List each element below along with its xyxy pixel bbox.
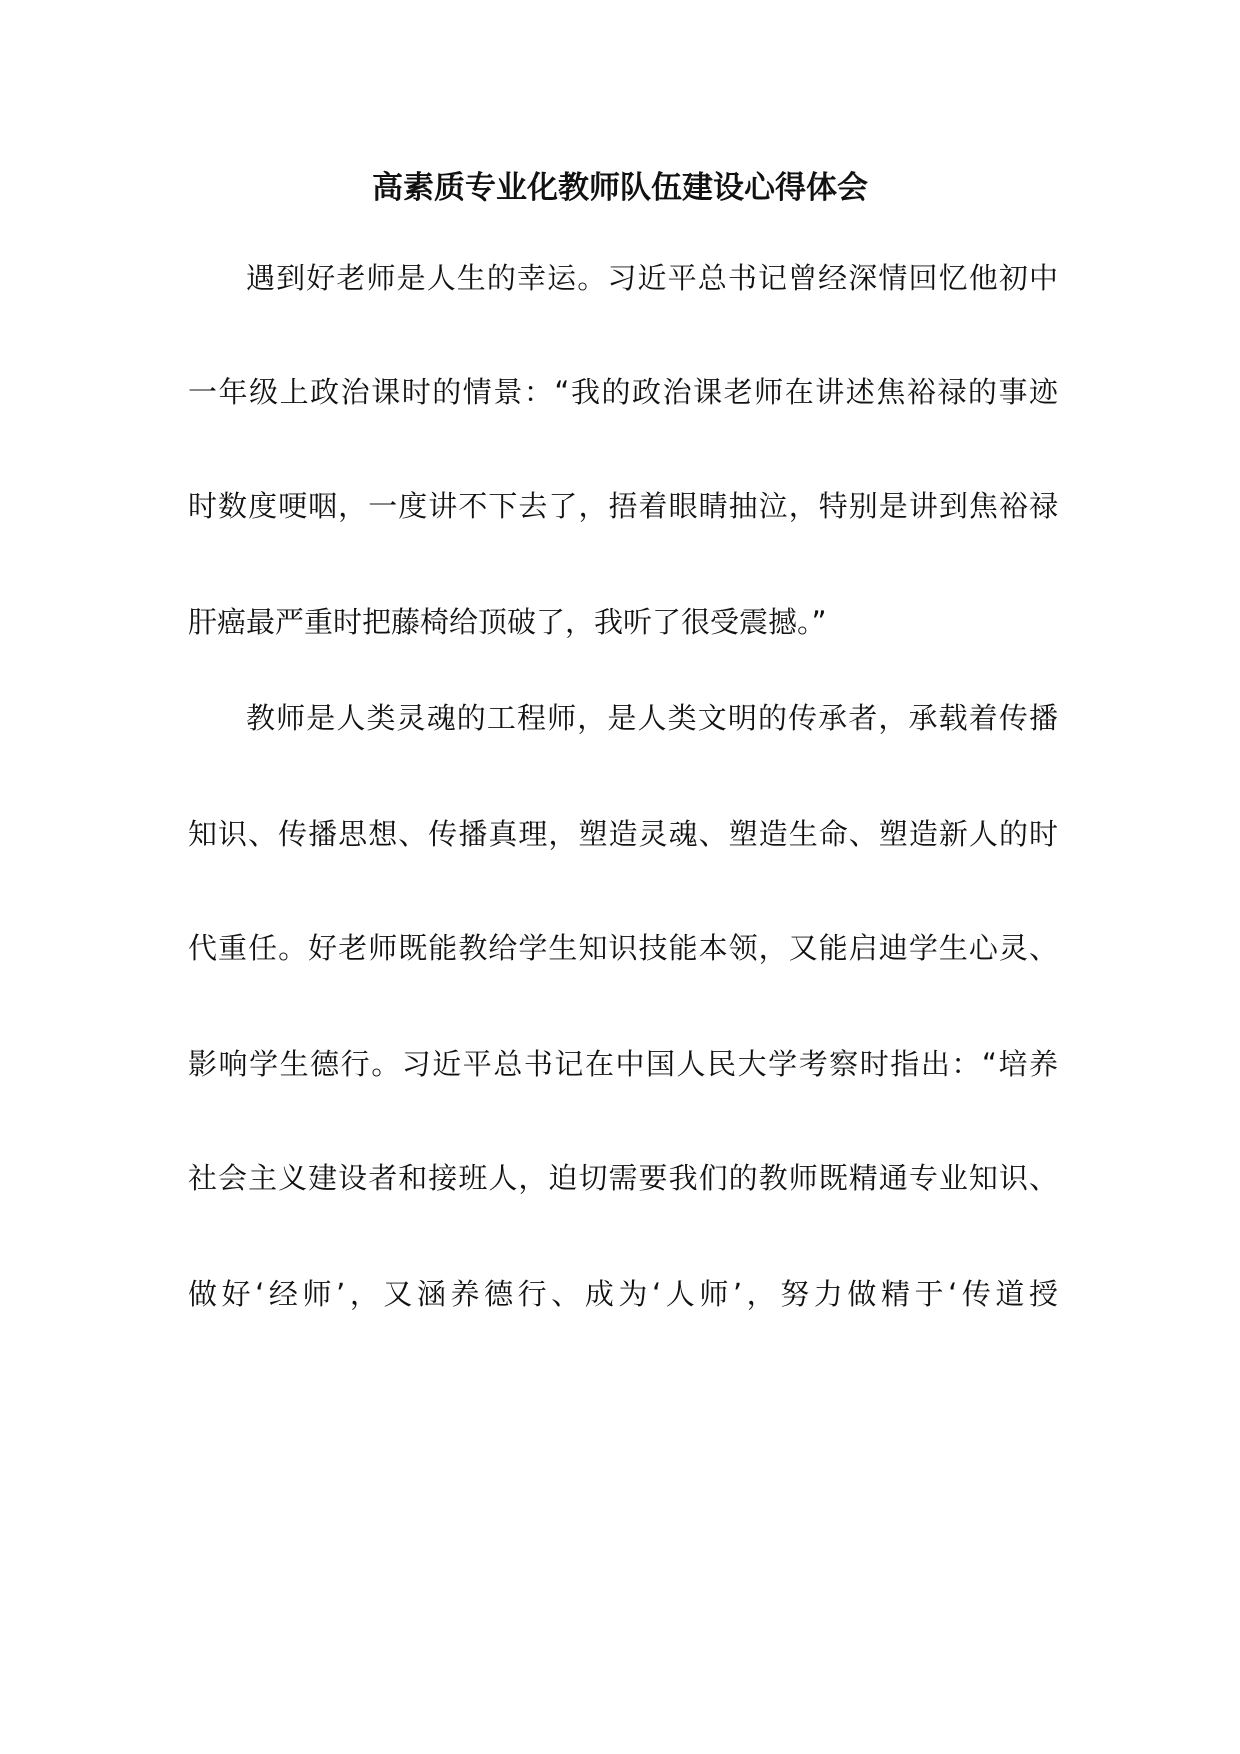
paragraph-line: 影响学生德行。习近平总书记在中国人民大学考察时指出：“培养 [188,1047,1058,1081]
paragraph-line: 肝癌最严重时把藤椅给顶破了，我听了很受震撼。” [188,605,827,639]
paragraph-line: 一年级上政治课时的情景：“我的政治课老师在讲述焦裕禄的事迹 [188,375,1058,409]
paragraph-line: 代重任。好老师既能教给学生知识技能本领，又能启迪学生心灵、 [188,931,1058,965]
document-title: 高素质专业化教师队伍建设心得体会 [372,170,868,206]
paragraph-line: 知识、传播思想、传播真理，塑造灵魂、塑造生命、塑造新人的时 [188,817,1058,851]
paragraph-line: 教师是人类灵魂的工程师，是人类文明的传承者，承载着传播 [246,701,1058,735]
paragraph-line: 时数度哽咽，一度讲不下去了，捂着眼睛抽泣，特别是讲到焦裕禄 [188,489,1058,523]
paragraph-line: 社会主义建设者和接班人，迫切需要我们的教师既精通专业知识、 [188,1161,1058,1195]
paragraph-line: 做好‘经师’，又涵养德行、成为‘人师’，努力做精于‘传道授 [188,1277,1058,1311]
paragraph-line: 遇到好老师是人生的幸运。习近平总书记曾经深情回忆他初中 [246,261,1058,295]
